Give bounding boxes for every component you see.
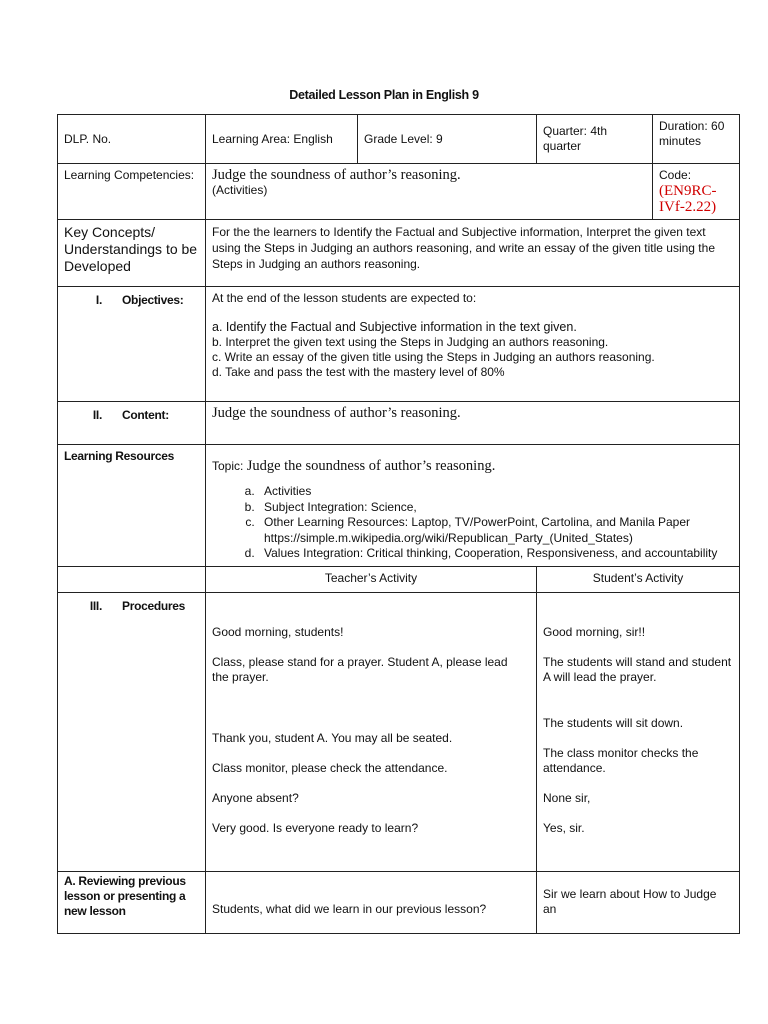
- content-label: Content:: [122, 408, 169, 422]
- lesson-plan-table: [57, 114, 740, 934]
- review-label: A. Reviewing previous lesson or presenting a new lesson: [58, 871, 206, 933]
- grade-level-cell: Grade Level: 9: [358, 115, 537, 164]
- resources-row: [58, 445, 740, 567]
- student-line: None sir,: [543, 790, 591, 805]
- teacher-line: Anyone absent?: [212, 790, 299, 805]
- content-number: II.: [92, 408, 102, 422]
- resources-cell: [206, 445, 740, 567]
- empty-cell: [58, 566, 206, 592]
- objectives-row: [58, 287, 740, 402]
- quarter-cell: Quarter: 4th quarter: [537, 115, 653, 164]
- procedures-number: III.: [89, 598, 102, 613]
- objective-item: b. Interpret the given text using the Steps in Judging an authors reasoning.: [212, 335, 609, 349]
- document-title: Detailed Lesson Plan in English 9: [289, 88, 479, 102]
- objective-item: d. Take and pass the test with the mastery level of 80%: [212, 365, 505, 379]
- student-line: The students will stand and student A will lead the prayer.: [543, 654, 732, 684]
- resource-item: a. Activities: [258, 484, 733, 500]
- resource-item: c. Other Learning Resources: Laptop, TV/PowerPoint, Cartolina, and Manila Paper https://simple.m.wikipedia.org/wiki/Republican_Party_(United_States): [258, 515, 733, 546]
- student-line: Yes, sir.: [543, 820, 585, 835]
- content-row: [58, 402, 740, 445]
- dlp-number-cell: DLP. No.: [58, 115, 206, 164]
- student-line: The class monitor checks the attendance.: [543, 745, 699, 775]
- review-teacher-text: Students, what did we learn in our previous lesson?: [206, 871, 537, 933]
- activity-header-row: [58, 566, 740, 592]
- teacher-line: Good morning, students!: [212, 624, 344, 639]
- key-concepts-label: Key Concepts/ Understandings to be Developed: [58, 220, 206, 287]
- resource-item: d. Values Integration: Critical thinking, Cooperation, Responsiveness, and accountability: [258, 546, 733, 562]
- content-text: Judge the soundness of author’s reasoning.: [206, 402, 740, 445]
- teacher-activity-header: Teacher’s Activity: [206, 566, 537, 592]
- competencies-cell: [206, 164, 653, 220]
- procedures-label: Procedures: [122, 598, 186, 613]
- student-activity-header: Student’s Activity: [537, 566, 740, 592]
- objectives-heading: [58, 287, 206, 402]
- resource-item: b. Subject Integration: Science,: [258, 500, 733, 516]
- objective-item: c. Write an essay of the given title using the Steps in Judging an authors reasoning.: [212, 350, 655, 364]
- duration-cell: Duration: 60 minutes: [653, 115, 740, 164]
- objectives-intro: At the end of the lesson students are expected to:: [212, 291, 477, 305]
- competency-text: Judge the soundness of author’s reasoning.: [212, 167, 461, 183]
- content-heading: [58, 402, 206, 445]
- competency-subtext: (Activities): [212, 183, 268, 197]
- resources-label: Learning Resources: [58, 445, 206, 567]
- objectives-cell: [206, 287, 740, 402]
- student-procedures: [537, 592, 740, 871]
- teacher-line: Very good. Is everyone ready to learn?: [212, 820, 419, 835]
- teacher-line: Thank you, student A. You may all be seated.: [212, 730, 453, 745]
- learning-area-cell: Learning Area: English: [206, 115, 358, 164]
- objectives-label: Objectives:: [122, 293, 184, 307]
- topic-text: Judge the soundness of author’s reasoning.: [246, 458, 496, 474]
- code-cell: [653, 164, 740, 220]
- competency-code: (EN9RC-IVf-2.22): [659, 183, 717, 215]
- code-label: Code:: [659, 168, 692, 182]
- student-line: Good morning, sir!!: [543, 624, 646, 639]
- review-row: [58, 871, 740, 933]
- key-concepts-row: [58, 220, 740, 287]
- review-student-text: Sir we learn about How to Judge an: [537, 871, 740, 933]
- resources-list: [212, 484, 733, 562]
- objectives-number: I.: [95, 293, 102, 307]
- procedures-heading: [58, 592, 206, 871]
- student-line: The students will sit down.: [543, 715, 684, 730]
- procedures-row: [58, 592, 740, 871]
- teacher-procedures: [206, 592, 537, 871]
- key-concepts-text: For the the learners to Identify the Factual and Subjective information, Interpret the given text using the Steps in Judging an authors reasoning, and write an essay of the given title using the Steps in Judging an authors reasoning.: [206, 220, 740, 287]
- teacher-line: Class, please stand for a prayer. Student A, please lead the prayer.: [212, 654, 508, 684]
- objective-item: a. Identify the Factual and Subjective information in the text given.: [212, 320, 577, 334]
- topic-label: Topic:: [212, 459, 244, 473]
- teacher-line: Class monitor, please check the attendance.: [212, 760, 448, 775]
- competencies-label: Learning Competencies:: [58, 164, 206, 220]
- header-row: [58, 115, 740, 164]
- competencies-row: [58, 164, 740, 220]
